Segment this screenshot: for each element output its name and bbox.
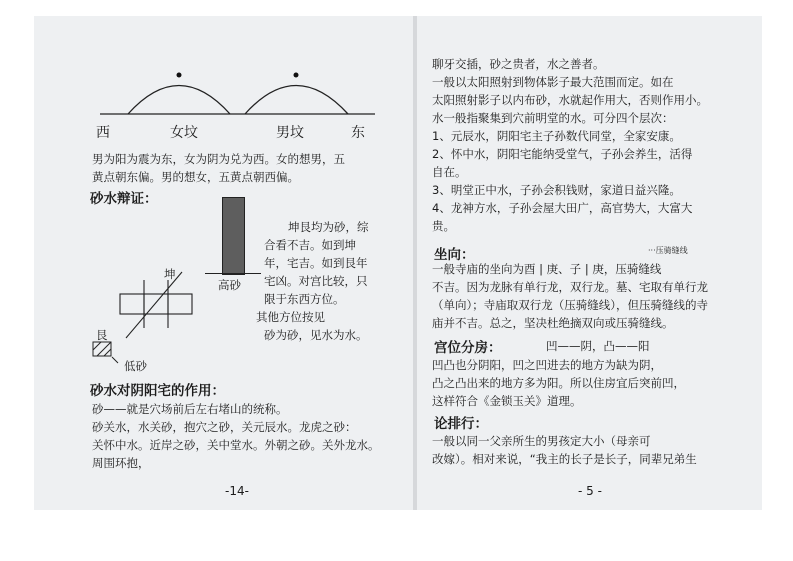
- text-line: 限于东西方位。: [264, 292, 345, 306]
- text-line: 黄点朝东偏。男的想女，五黄点朝西偏。: [92, 170, 299, 184]
- text-line: 砂关水，水关砂，抱穴之砂，关元辰水。龙虎之砂：: [92, 420, 357, 434]
- text-line: 3、明堂正中水，子孙会积钱财，家道日益兴隆。: [432, 183, 681, 197]
- text-line: 宅凶。对宫比较，只: [264, 274, 368, 288]
- high-sand-bar: [222, 197, 245, 275]
- direction-diagram: [86, 262, 216, 367]
- text-line: 合看不吉。如到坤: [264, 238, 356, 252]
- text-line: 庙并不吉。总之，坚决杜绝摘双向或压骑缝线。: [432, 316, 674, 330]
- text-line: 自在。: [432, 165, 467, 179]
- text-line: 2、怀中水，阴阳宅能纳受堂气，子孙会养生，活得: [432, 147, 693, 161]
- west-label: 西: [96, 125, 110, 141]
- text-line: 这样符合《金锁玉关》道理。: [432, 394, 582, 408]
- low-sand-label: 低砂: [124, 359, 147, 373]
- heading-sand-water-effect: 砂水对阴阳宅的作用：: [90, 383, 225, 399]
- female-tomb-label: 女坟: [170, 125, 198, 141]
- text-line: （单向）；寺庙取双行龙（压骑缝线），但压骑缝线的寺: [432, 298, 708, 312]
- heading-orientation: 坐向：: [434, 247, 475, 263]
- right-para-1: [432, 55, 748, 235]
- kun-label: 坤: [164, 267, 176, 281]
- text-line: 坤艮均为砂，综: [288, 220, 369, 234]
- text-line: 周围环抱，: [92, 456, 150, 470]
- text-line: 1、元辰水，阴阳宅主子孙数代同堂，全家安康。: [432, 129, 681, 143]
- right-para-2: [432, 260, 748, 332]
- text-line: 太阳照射影子以内布砂，水就起作用大，否则作用小。: [432, 93, 708, 107]
- gen-label: 艮: [96, 328, 108, 342]
- heading-sand-water: 砂水辩证：: [90, 191, 158, 207]
- high-sand-label: 高砂: [218, 278, 241, 292]
- text-line: 关怀中水。近岸之砂，关中堂水。外朝之砂。关外龙水。: [92, 438, 380, 452]
- male-tomb-label: 男坟: [276, 125, 304, 141]
- east-label: 东: [351, 125, 365, 141]
- text-line: 一般寺庙的坐向为酉 | 庚、子 | 庚，压骑缝线: [432, 262, 662, 276]
- text-line: 砂为砂，见水为水。: [264, 328, 368, 342]
- text-line: 改嫁）。相对来说，“我主的长子是长子，同辈兄弟生: [432, 452, 697, 466]
- male-tomb-dot: [294, 73, 299, 78]
- text-line: 聊牙交插，砂之贵者，水之善者。: [432, 57, 605, 71]
- page-number-right: - 5 -: [578, 484, 602, 498]
- left-para-1: [92, 150, 392, 186]
- page-number-left: -14-: [225, 484, 249, 498]
- text-line: 贵。: [432, 219, 455, 233]
- female-tomb-arc: [128, 86, 230, 115]
- right-para-3: [432, 356, 748, 410]
- text-line: 一般以太阳照射到物体影子最大范围而定。如在: [432, 75, 674, 89]
- concave-convex-note: 凹——阴，凸——阳: [546, 339, 650, 353]
- female-tomb-dot: [177, 73, 182, 78]
- text-line: 一般以同一父亲所生的男孩定大小（母亲可: [432, 434, 651, 448]
- text-line: 4、龙神方水，子孙会屋大田广，高官势大，大富大: [432, 201, 693, 215]
- male-tomb-arc: [245, 86, 348, 115]
- text-line: 凸之凸出来的地方多为阳。所以住房宜后突前凹，: [432, 376, 685, 390]
- heading-room-allocation: 宫位分房：: [434, 340, 502, 356]
- text-line: 不吉。因为龙脉有单行龙，双行龙。墓、宅取有单行龙: [432, 280, 708, 294]
- text-line: 水一般指聚集到穴前明堂的水。可分四个层次：: [432, 111, 674, 125]
- heading-birth-order: 论排行：: [434, 416, 488, 432]
- book-fold: [413, 16, 417, 510]
- overlap-seam-note: ···压骑缝线: [648, 246, 688, 255]
- text-line: 其他方位按见: [256, 310, 325, 324]
- text-line: 砂——就是穴场前后左右堵山的统称。: [92, 402, 288, 416]
- text-line: 凹凸也分阴阳，凹之凹进去的地方为缺为阴，: [432, 358, 662, 372]
- side-text-block: [256, 218, 396, 344]
- tomb-arc-diagram: [80, 62, 380, 120]
- text-line: 男为阳为震为东，女为阴为兑为西。女的想男，五: [92, 152, 345, 166]
- left-para-2: [92, 400, 402, 472]
- text-line: 年，宅吉。如到艮年: [264, 256, 368, 270]
- right-para-4: [432, 432, 748, 468]
